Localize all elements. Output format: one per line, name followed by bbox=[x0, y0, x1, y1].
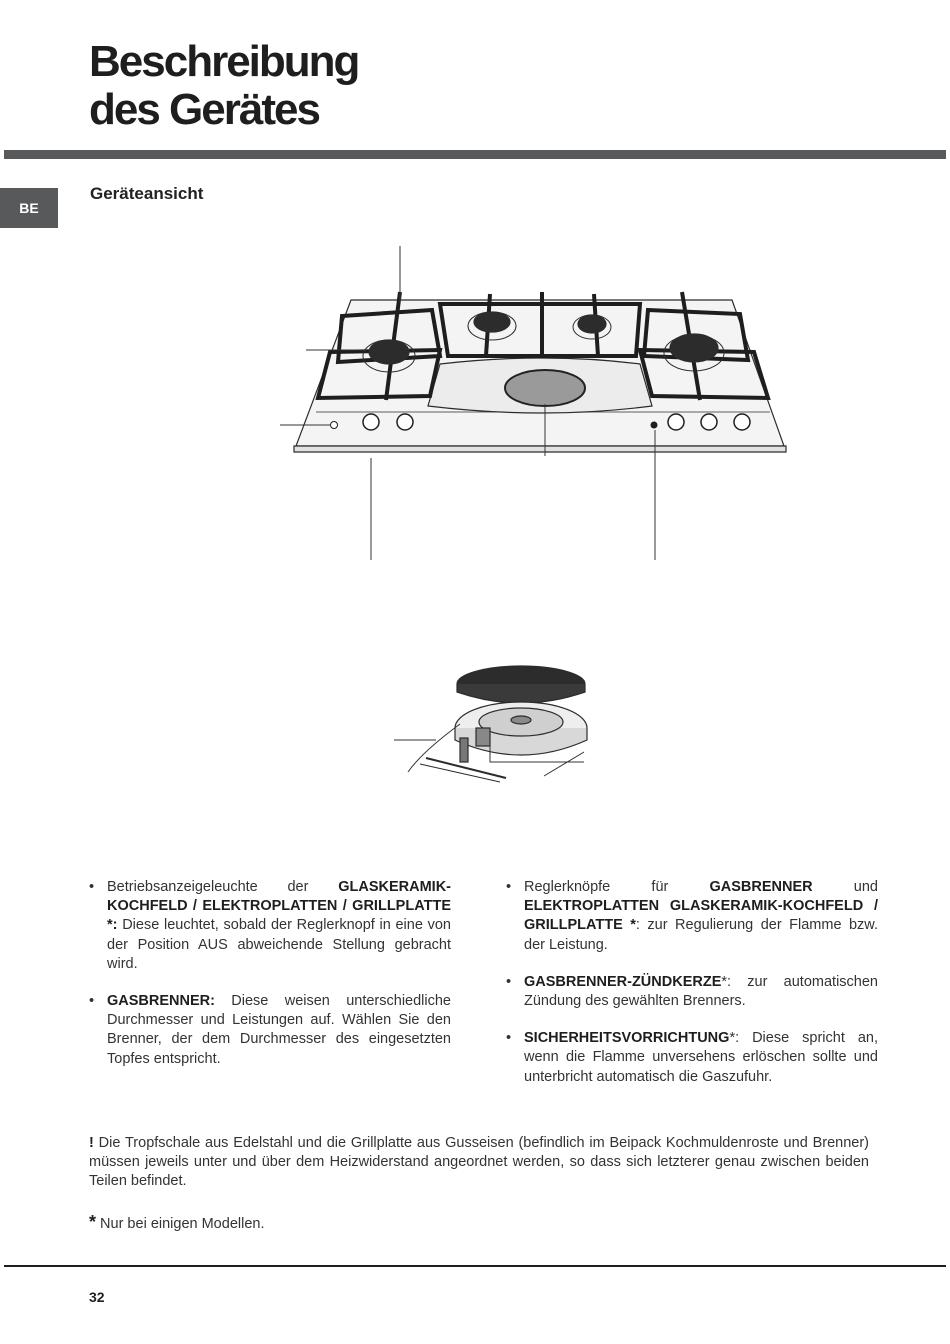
footer-rule bbox=[4, 1265, 946, 1267]
list-item: • SICHERHEITSVORRICHTUNG*: Diese spricht an, wenn die Flamme unversehens erlöschen sollte und unterbricht automatisch die Gaszufuhr. bbox=[506, 1030, 878, 1085]
title-line-2: des Gerätes bbox=[89, 85, 319, 134]
hotplate bbox=[505, 370, 585, 406]
page-number: 32 bbox=[89, 1289, 105, 1305]
ignition-plug bbox=[460, 738, 468, 762]
burner-middle-small bbox=[578, 315, 606, 333]
list-item: • GASBRENNER-ZÜNDKERZE*: zur automatischen Zündung des gewählten Brenners. bbox=[506, 973, 878, 1010]
language-tab: BE bbox=[0, 188, 58, 228]
left-description-column bbox=[89, 878, 451, 1087]
indicator-light bbox=[651, 422, 658, 429]
section-title: Geräteansicht bbox=[90, 184, 204, 203]
asterisk-icon: * bbox=[89, 1212, 97, 1232]
burner-middle-large bbox=[474, 312, 510, 332]
list-item: • Betriebsanzeigeleuchte der GLASKERAMIK-KOCHFELD / ELEKTROPLATTEN / GRILLPLATTE *: Diese leuchtet, sobald der Reglerknopf in eine von der Position AUS abweichende Stellung gebracht wird. bbox=[89, 879, 451, 972]
list-item: • GASBRENNER: Diese weisen unterschiedliche Durchmesser und Leistungen auf. Wählen Sie den Brenner, der dem Durchmesser des eingesetzten Topfes entspricht. bbox=[89, 993, 451, 1067]
warning-icon: ! bbox=[89, 1135, 94, 1151]
bullet-icon: • bbox=[89, 993, 95, 1010]
footnote: * Nur bei einigen Modellen. bbox=[89, 1212, 265, 1232]
list-item: • Reglerknöpfe für GASBRENNER und ELEKTROPLATTEN GLASKERAMIK-KOCHFELD / GRILLPLATTE *: zur Regulierung der Flamme bzw. der Leistung. bbox=[506, 879, 878, 953]
burner-detail-diagram bbox=[394, 666, 587, 782]
bullet-icon: • bbox=[89, 879, 95, 895]
hob-front-edge bbox=[294, 446, 786, 452]
title-line-1: Beschreibung bbox=[89, 37, 359, 86]
bullet-icon: • bbox=[506, 879, 512, 895]
right-description-column bbox=[506, 878, 878, 1105]
bullet-icon: • bbox=[506, 973, 512, 990]
bullet-icon: • bbox=[506, 1030, 512, 1047]
burner-left bbox=[369, 340, 409, 364]
hob-diagram bbox=[280, 246, 786, 560]
warning-note: ! Die Tropfschale aus Edelstahl und die Grillplatte aus Gusseisen (befindlich im Beipack Kochmuldenroste und Brenner) müssen jeweils unter und über dem Heizwiderstand angeordnet werden, so dass sich letzterer genau zwischen beiden Teilen befindet. bbox=[89, 1135, 869, 1190]
